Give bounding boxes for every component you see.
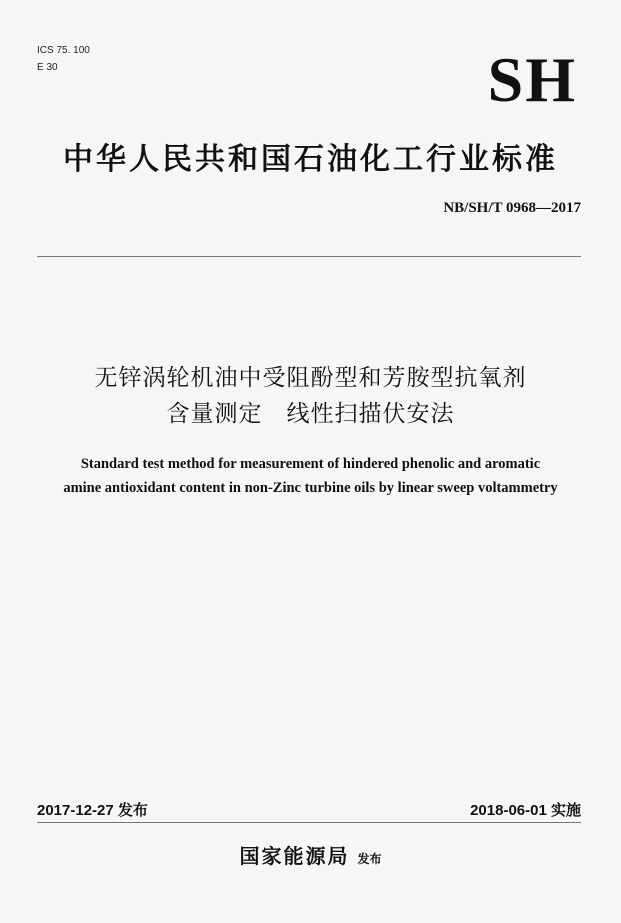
issuer-action: 发布 [357,852,382,866]
implementation-date: 2018-06-01 实施 [470,802,581,819]
classification-codes [37,42,90,76]
top-divider [37,256,581,257]
english-title-line-1: Standard test method for measurement of hindered phenolic and aromatic [80,456,541,472]
bottom-divider [37,822,581,823]
english-title [20,452,601,500]
issuing-authority [0,840,621,869]
ccs-code: E 30 [37,62,58,73]
english-title-line-2: amine antioxidant content in non-Zinc turbine oils by linear sweep voltammetry [63,480,558,496]
issuer-name: 国家能源局 [239,844,350,868]
chinese-title-line-1: 无锌涡轮机油中受阻酚型和芳胺型抗氧剂 [94,365,527,391]
ics-code: ICS 75. 100 [37,45,90,56]
sh-logo: SH [487,44,577,115]
chinese-title-line-2: 含量测定 线性扫描伏安法 [166,401,455,427]
chinese-title [0,360,621,432]
issue-date: 2017-12-27 发布 [37,802,148,819]
standard-number: NB/SH/T 0968—2017 [443,200,581,216]
industry-standard-title: 中华人民共和国石油化工行业标准 [63,142,558,177]
